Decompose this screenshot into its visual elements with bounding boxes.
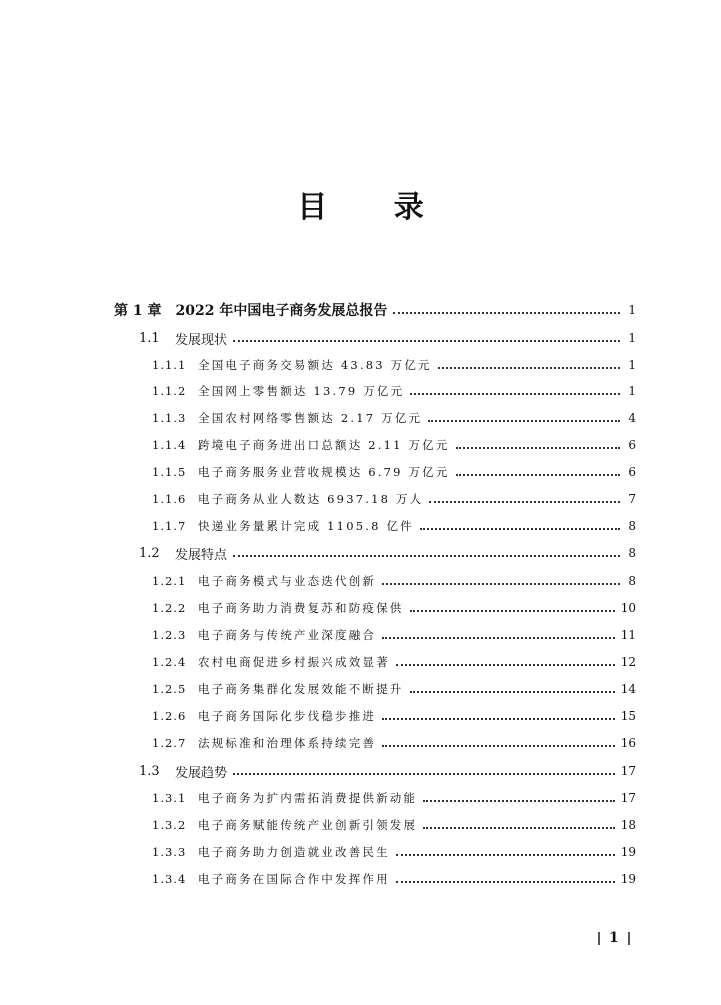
toc-entry-page: 14 [620, 682, 636, 696]
toc-entry-label: 全国电子商务交易额达 43.83 万亿元 [198, 358, 432, 372]
toc-entry-number: 1.1.4 [152, 438, 187, 452]
toc-entry-label: 发展特点 [175, 547, 228, 563]
toc-subsection-1-1-4[interactable] [152, 435, 636, 455]
toc-subsection-1-1-1[interactable] [152, 355, 636, 375]
toc-entry-label: 电子商务为扩内需拓消费提供新动能 [198, 791, 418, 805]
toc-entry-number: 1.2 [139, 545, 160, 561]
toc-subsection-1-2-5[interactable] [152, 679, 636, 699]
toc-entry-page: 12 [620, 655, 636, 669]
toc-subsection-1-3-3[interactable] [152, 842, 636, 862]
toc-entry-page: 15 [620, 709, 636, 723]
dot-leader [438, 367, 620, 369]
dot-leader [233, 555, 620, 557]
toc-entry-number: 1.1 [139, 330, 160, 346]
toc-entry-label: 电子商务从业人数达 6937.18 万人 [198, 492, 424, 506]
toc-subsection-1-2-6[interactable] [152, 706, 636, 726]
toc-entry-number: 1.3.2 [152, 818, 187, 832]
toc-entry-page: 7 [628, 492, 636, 506]
toc-section-1-2[interactable] [139, 543, 636, 563]
toc-entry-page: 16 [620, 736, 636, 750]
dot-leader [423, 800, 615, 802]
toc-entry-number: 第 1 章 [114, 303, 162, 319]
toc-entry-label: 发展现状 [175, 332, 228, 348]
page-number-footer [598, 928, 630, 948]
toc-entry-label: 快递业务量累计完成 1105.8 亿件 [198, 519, 414, 533]
toc-entry-label: 2022 年中国电子商务发展总报告 [175, 303, 388, 319]
toc-entry-number: 1.2.6 [152, 709, 187, 723]
toc-entry-label: 跨境电子商务进出口总额达 2.11 万亿元 [198, 438, 450, 452]
toc-entry-number: 1.1.1 [152, 358, 187, 372]
toc-entry-page: 1 [628, 303, 636, 317]
toc-entry-label: 电子商务集群化发展效能不断提升 [198, 682, 404, 696]
dot-leader [382, 583, 620, 585]
toc-entry-label: 电子商务助力创造就业改善民生 [198, 845, 390, 859]
toc-entry-page: 17 [620, 791, 636, 805]
toc-subsection-1-2-4[interactable] [152, 652, 636, 672]
toc-entry-number: 1.2.5 [152, 682, 187, 696]
toc-subsection-1-1-5[interactable] [152, 462, 636, 482]
toc-subsection-1-1-7[interactable] [152, 516, 636, 536]
toc-subsection-1-2-2[interactable] [152, 598, 636, 618]
toc-entry-label: 电子商务与传统产业深度融合 [198, 628, 377, 642]
toc-subsection-1-1-3[interactable] [152, 408, 636, 428]
toc-entry-page: 6 [628, 438, 636, 452]
toc-entry-page: 19 [620, 845, 636, 859]
toc-entry-label: 电子商务赋能传统产业创新引领发展 [198, 818, 418, 832]
toc-entry-number: 1.3.1 [152, 791, 187, 805]
toc-subsection-1-3-1[interactable] [152, 788, 636, 808]
dot-leader [396, 881, 615, 883]
toc-entry-number: 1.1.5 [152, 465, 187, 479]
dot-leader [410, 691, 615, 693]
toc-section-1-3[interactable] [139, 761, 636, 781]
dot-leader [396, 664, 615, 666]
toc-chapter-1[interactable] [114, 300, 636, 320]
toc-entry-page: 8 [628, 574, 636, 588]
toc-entry-label: 电子商务服务业营收规模达 6.79 万亿元 [198, 465, 450, 479]
dot-leader [382, 637, 615, 639]
toc-entry-number: 1.3 [139, 763, 160, 779]
toc-entry-page: 1 [628, 331, 636, 345]
toc-section-1-1[interactable] [139, 328, 636, 348]
toc-entry-number: 1.2.3 [152, 628, 187, 642]
dot-leader [382, 745, 615, 747]
toc-entry-number: 1.3.4 [152, 872, 187, 886]
toc-entry-number: 1.2.2 [152, 601, 187, 615]
toc-entry-page: 10 [620, 601, 636, 615]
toc-entry-page: 8 [628, 519, 636, 533]
toc-subsection-1-2-1[interactable] [152, 571, 636, 591]
toc-entry-page: 8 [628, 546, 636, 560]
toc-entry-label: 全国网上零售额达 13.79 万亿元 [198, 384, 405, 398]
toc-entry-page: 11 [620, 628, 636, 642]
dot-leader [393, 312, 620, 314]
toc-entry-page: 1 [628, 384, 636, 398]
toc-entry-page: 18 [620, 818, 636, 832]
toc-subsection-1-3-4[interactable] [152, 869, 636, 889]
toc-entry-number: 1.1.2 [152, 384, 187, 398]
toc-entry-label: 电子商务模式与业态迭代创新 [198, 574, 377, 588]
dot-leader [410, 610, 615, 612]
dot-leader [410, 393, 620, 395]
toc-entry-number: 1.2.1 [152, 574, 187, 588]
dot-leader [456, 474, 620, 476]
toc-entry-number: 1.1.3 [152, 411, 187, 425]
toc-entry-label: 电子商务在国际合作中发挥作用 [198, 872, 390, 886]
toc-entry-label: 电子商务国际化步伐稳步推进 [198, 709, 377, 723]
dot-leader [429, 501, 620, 503]
toc-entry-number: 1.3.3 [152, 845, 187, 859]
dot-leader [423, 827, 615, 829]
dot-leader [420, 528, 620, 530]
folio-bar-left [598, 932, 600, 945]
dot-leader [233, 773, 615, 775]
toc-entry-page: 19 [620, 872, 636, 886]
toc-entry-number: 1.2.7 [152, 736, 187, 750]
toc-entry-page: 1 [628, 358, 636, 372]
toc-subsection-1-2-7[interactable] [152, 733, 636, 753]
toc-entry-page: 17 [620, 764, 636, 778]
toc-subsection-1-1-6[interactable] [152, 489, 636, 509]
dot-leader [233, 340, 620, 342]
dot-leader [428, 420, 620, 422]
toc-subsection-1-3-2[interactable] [152, 815, 636, 835]
dot-leader [396, 854, 615, 856]
toc-entry-number: 1.2.4 [152, 655, 187, 669]
toc-entry-page: 6 [628, 465, 636, 479]
dot-leader [456, 447, 620, 449]
toc-entry-page: 4 [628, 411, 636, 425]
folio-bar-right [628, 932, 630, 945]
page-number: 1 [609, 930, 619, 946]
page-title: 目 录 [297, 190, 452, 225]
toc-entry-label: 电子商务助力消费复苏和防疫保供 [198, 601, 404, 615]
toc-entry-label: 全国农村网络零售额达 2.17 万亿元 [198, 411, 423, 425]
toc-entry-label: 农村电商促进乡村振兴成效显著 [198, 655, 390, 669]
toc-entry-label: 法规标准和治理体系持续完善 [198, 736, 377, 750]
toc-entry-number: 1.1.7 [152, 519, 187, 533]
toc-entry-label: 发展趋势 [175, 765, 228, 781]
toc-subsection-1-2-3[interactable] [152, 625, 636, 645]
toc-subsection-1-1-2[interactable] [152, 381, 636, 401]
toc-entry-number: 1.1.6 [152, 492, 187, 506]
dot-leader [382, 718, 615, 720]
